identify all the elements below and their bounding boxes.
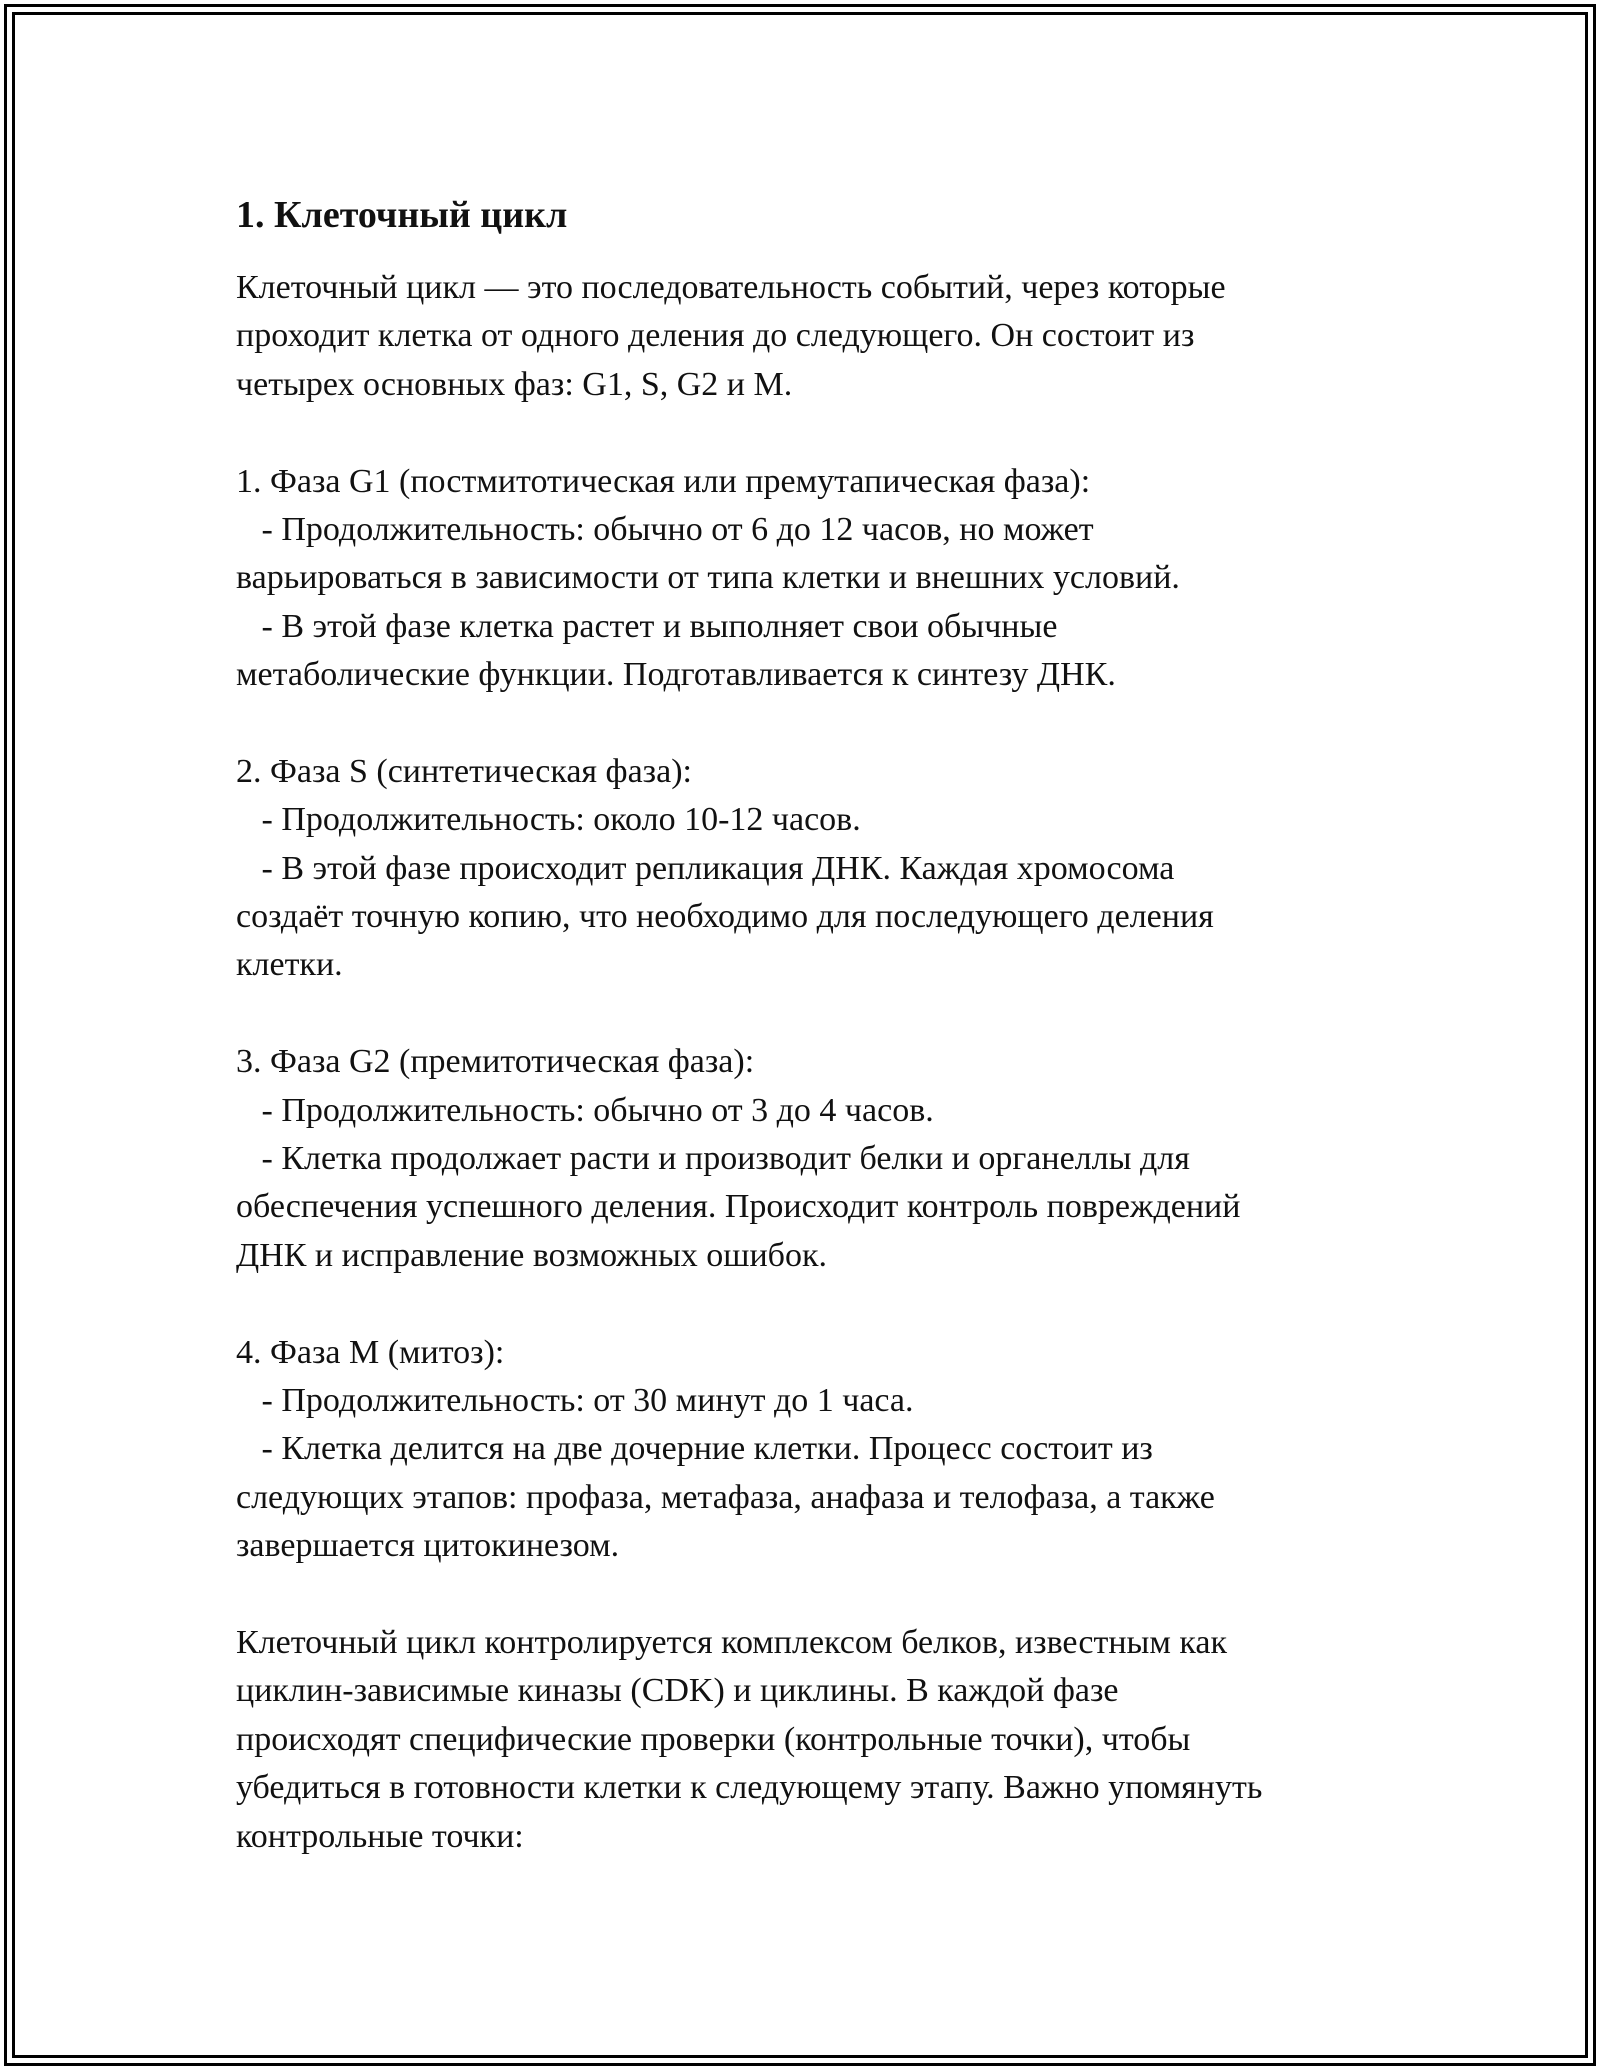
- blank-line: [236, 990, 1376, 1038]
- text-line: происходят специфические проверки (контрольные точки), чтобы: [236, 1720, 1191, 1758]
- section-heading: 1. Клеточный цикл: [236, 194, 568, 236]
- text-line: циклин-зависимые киназы (CDK) и циклины. В каждой фазе: [236, 1672, 1119, 1710]
- blank-line: [236, 1571, 1376, 1619]
- text-line: - Продолжительность: обычно от 6 до 12 часов, но может: [236, 510, 1094, 548]
- document-body: [236, 182, 1376, 1861]
- phase-g1-heading: 1. Фаза G1 (постмитотическая или премутапическая фаза):: [236, 462, 1091, 500]
- text-line: - В этой фазе происходит репликация ДНК. Каждая хромосома: [236, 849, 1175, 887]
- heading-spacer: [236, 248, 1376, 264]
- blank-line: [236, 1280, 1376, 1328]
- phase-s-heading: 2. Фаза S (синтетическая фаза):: [236, 752, 692, 790]
- blank-line: [236, 409, 1376, 457]
- text-line: - Продолжительность: около 10-12 часов.: [236, 801, 861, 839]
- text-line: - Клетка делится на две дочерние клетки. Процесс состоит из: [236, 1430, 1153, 1468]
- blank-line: [236, 700, 1376, 748]
- text-line: метаболические функции. Подготавливается к синтезу ДНК.: [236, 656, 1116, 694]
- text-line: Клеточный цикл — это последовательность событий, через которые: [236, 269, 1226, 306]
- text-line: ДНК и исправление возможных ошибок.: [236, 1236, 827, 1274]
- phase-m-heading: 4. Фаза M (митоз):: [236, 1333, 505, 1371]
- text-line: создаёт точную копию, что необходимо для последующего деления: [236, 898, 1214, 936]
- text-line: - Продолжительность: обычно от 3 до 4 часов.: [236, 1091, 934, 1129]
- text-line: следующих этапов: профаза, метафаза, анафаза и телофаза, а также: [236, 1478, 1215, 1516]
- text-line: четырех основных фаз: G1, S, G2 и M.: [236, 365, 793, 403]
- text-line: - Клетка продолжает расти и производит белки и органеллы для: [236, 1140, 1190, 1178]
- phase-g2-heading: 3. Фаза G2 (премитотическая фаза):: [236, 1043, 755, 1081]
- text-line: контрольные точки:: [236, 1817, 524, 1855]
- text-line: - Продолжительность: от 30 минут до 1 часа.: [236, 1381, 914, 1419]
- text-line: - В этой фазе клетка растет и выполняет свои обычные: [236, 607, 1058, 645]
- text-line: убедиться в готовности клетки к следующему этапу. Важно упомянуть: [236, 1769, 1263, 1807]
- text-line: обеспечения успешного деления. Происходит контроль повреждений: [236, 1188, 1241, 1226]
- text-line: проходит клетка от одного деления до следующего. Он состоит из: [236, 317, 1195, 355]
- text-line: клетки.: [236, 946, 343, 984]
- text-line: Клеточный цикл контролируется комплексом белков, известным как: [236, 1623, 1227, 1661]
- text-line: варьироваться в зависимости от типа клетки и внешних условий.: [236, 559, 1180, 597]
- text-line: завершается цитокинезом.: [236, 1527, 620, 1565]
